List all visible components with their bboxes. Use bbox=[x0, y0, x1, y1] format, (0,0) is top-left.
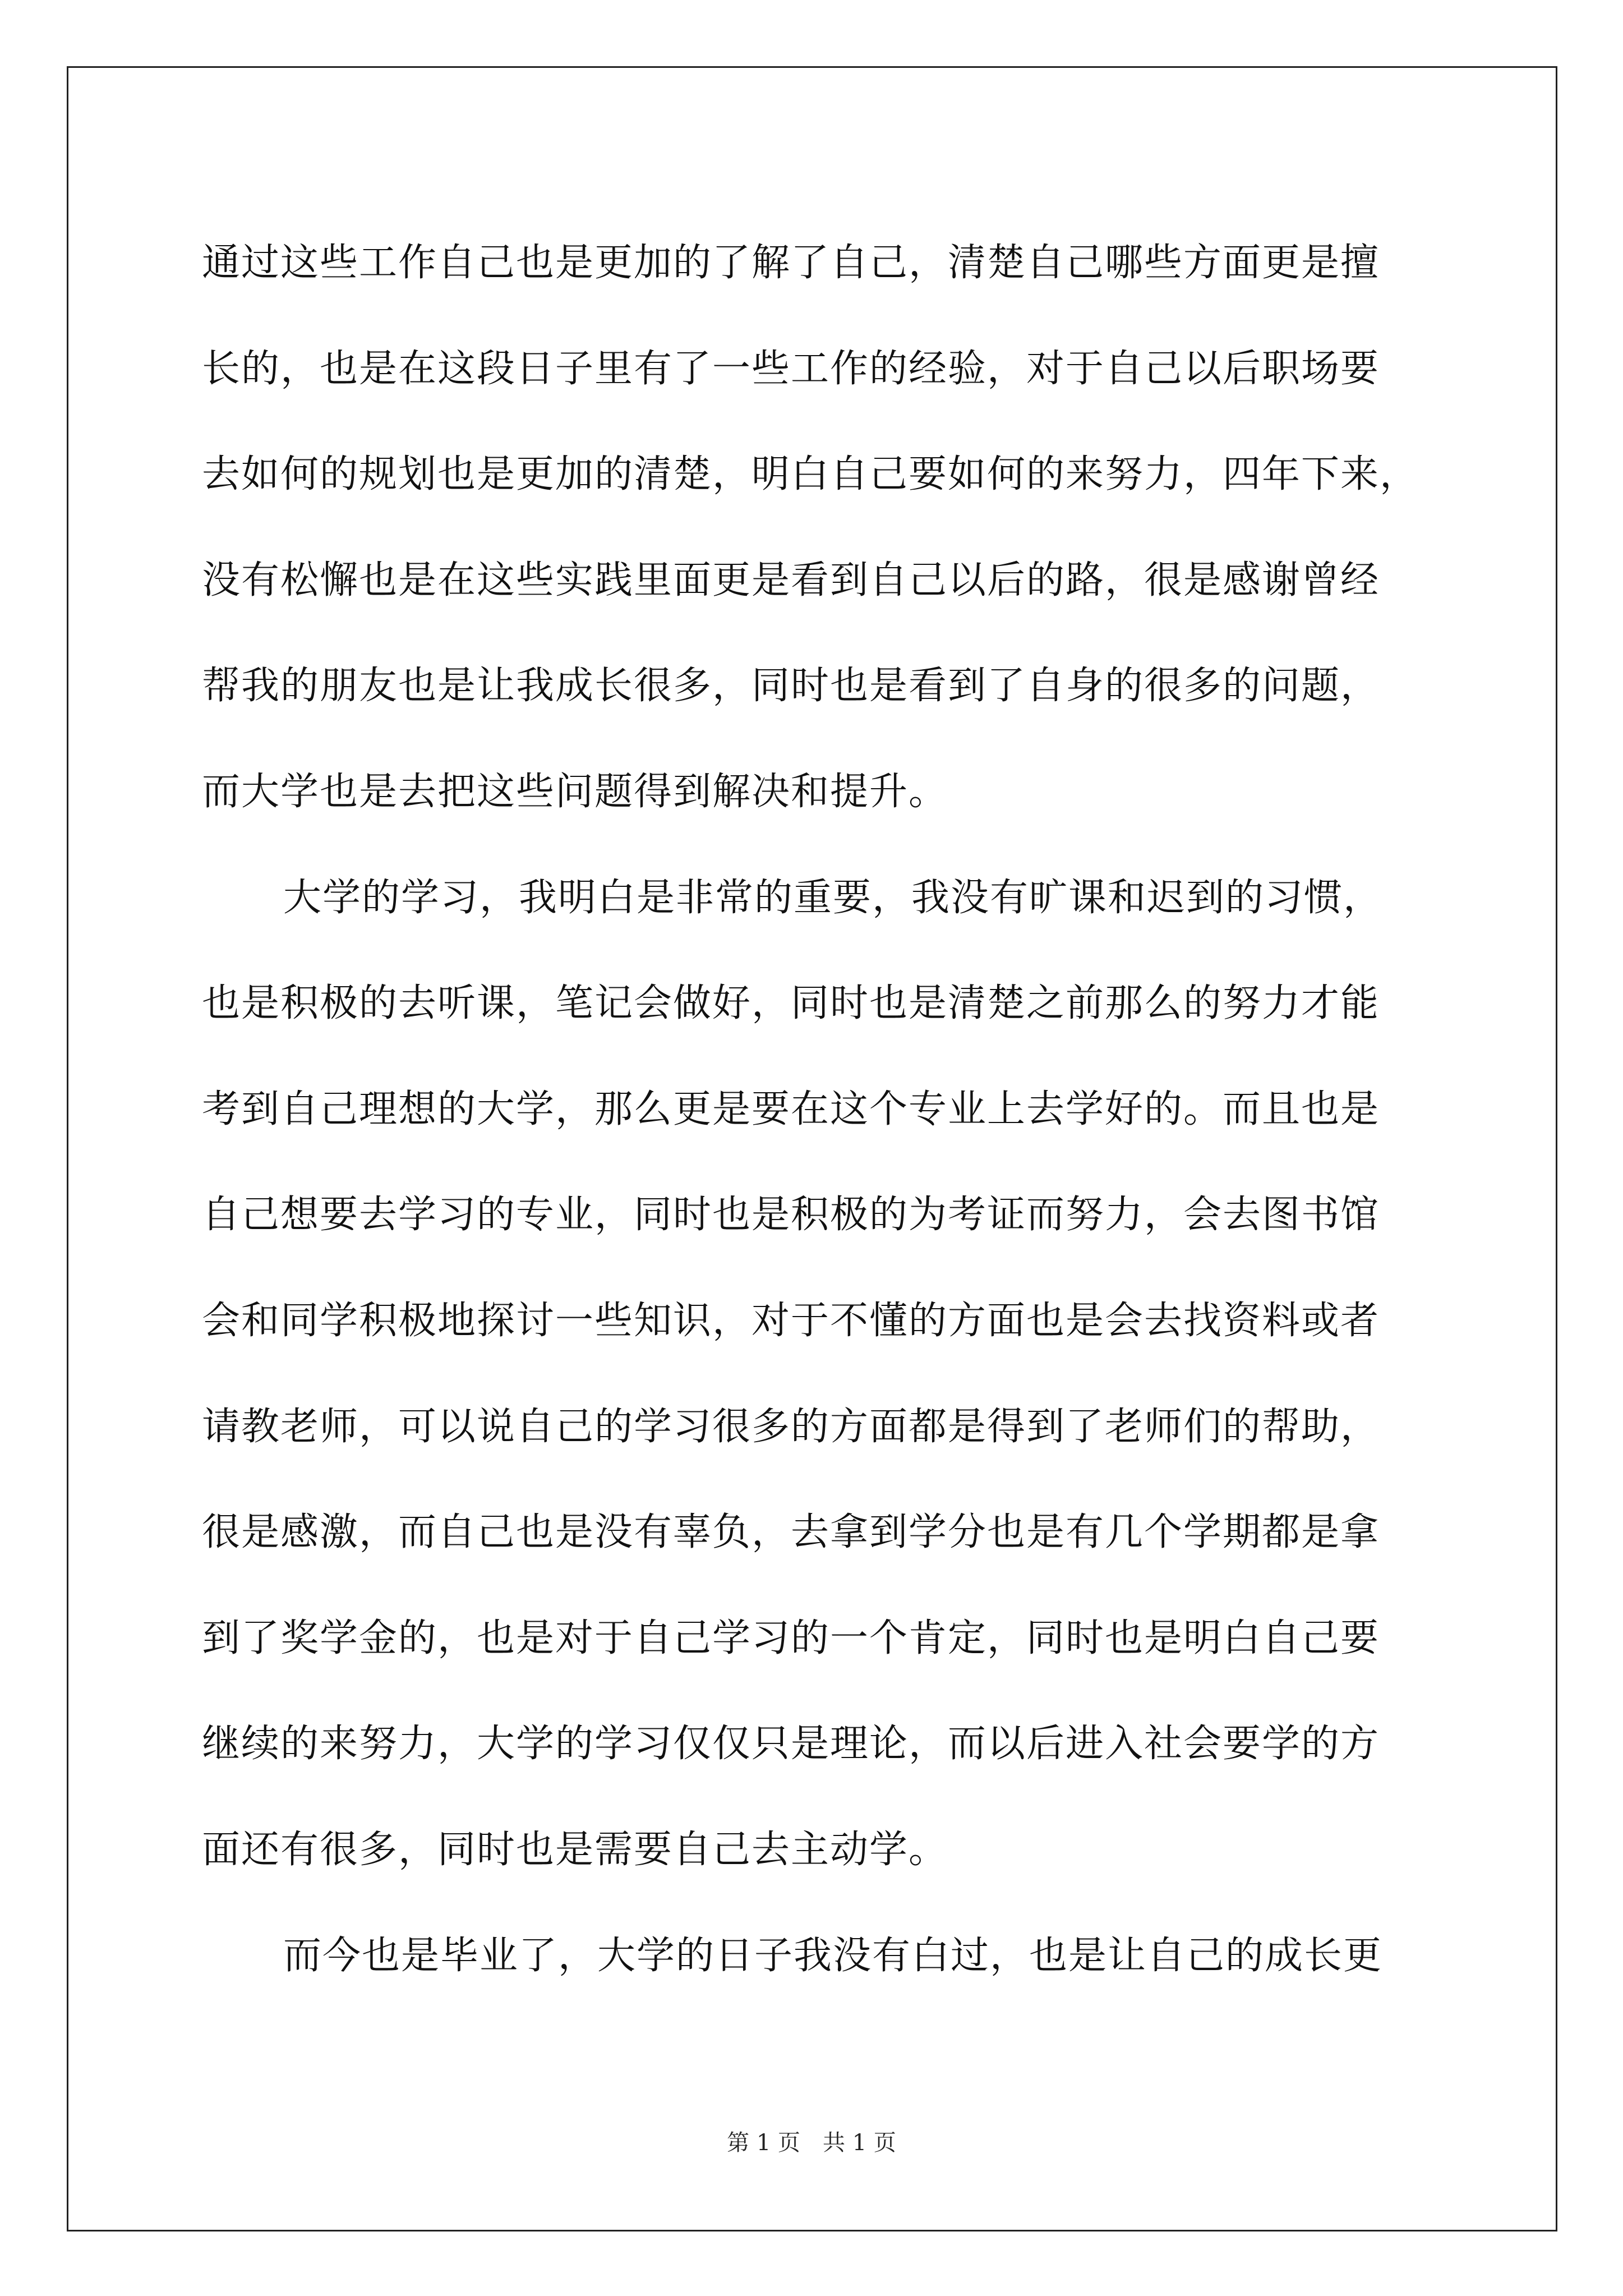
text-line: 而大学也是去把这些问题得到解决和提升。 bbox=[202, 769, 948, 814]
text-line: 去如何的规划也是更加的清楚，明白自己要如何的来努力，四年下来， bbox=[202, 452, 1419, 497]
text-line: 到了奖学金的，也是对于自己学习的一个肯定，同时也是明白自己要 bbox=[202, 1616, 1380, 1660]
text-line: 通过这些工作自己也是更加的了解了自己，清楚自己哪些方面更是擅 bbox=[202, 241, 1380, 285]
text-line: 帮我的朋友也是让我成长很多，同时也是看到了自身的很多的问题， bbox=[202, 664, 1380, 708]
text-line: 自己想要去学习的专业，同时也是积极的为考证而努力，会去图书馆 bbox=[202, 1193, 1380, 1237]
text-line: 面还有很多，同时也是需要自己去主动学。 bbox=[202, 1827, 948, 1872]
text-line: 没有松懈也是在这些实践里面更是看到自己以后的路，很是感谢曾经 bbox=[202, 558, 1380, 602]
document-body bbox=[202, 210, 1469, 2009]
text-line: 长的，也是在这段日子里有了一些工作的经验，对于自己以后职场要 bbox=[202, 346, 1380, 391]
text-line: 请教老师，可以说自己的学习很多的方面都是得到了老师们的帮助， bbox=[202, 1404, 1380, 1449]
text-line: 考到自己理想的大学，那么更是要在这个专业上去学好的。而且也是 bbox=[202, 1087, 1380, 1131]
text-line: 继续的来努力，大学的学习仅仅只是理论，而以后进入社会要学的方 bbox=[202, 1722, 1380, 1766]
page-number-footer: 第 1 页 共 1 页 bbox=[727, 2130, 896, 2156]
text-line: 而今也是毕业了，大学的日子我没有白过，也是让自己的成长更 bbox=[283, 1933, 1383, 1978]
text-line: 大学的学习，我明白是非常的重要，我没有旷课和迟到的习惯， bbox=[283, 875, 1383, 920]
text-line: 会和同学积极地探讨一些知识，对于不懂的方面也是会去找资料或者 bbox=[202, 1298, 1380, 1343]
text-line: 也是积极的去听课，笔记会做好，同时也是清楚之前那么的努力才能 bbox=[202, 981, 1380, 1026]
text-line: 很是感激，而自己也是没有辜负，去拿到学分也是有几个学期都是拿 bbox=[202, 1510, 1380, 1555]
